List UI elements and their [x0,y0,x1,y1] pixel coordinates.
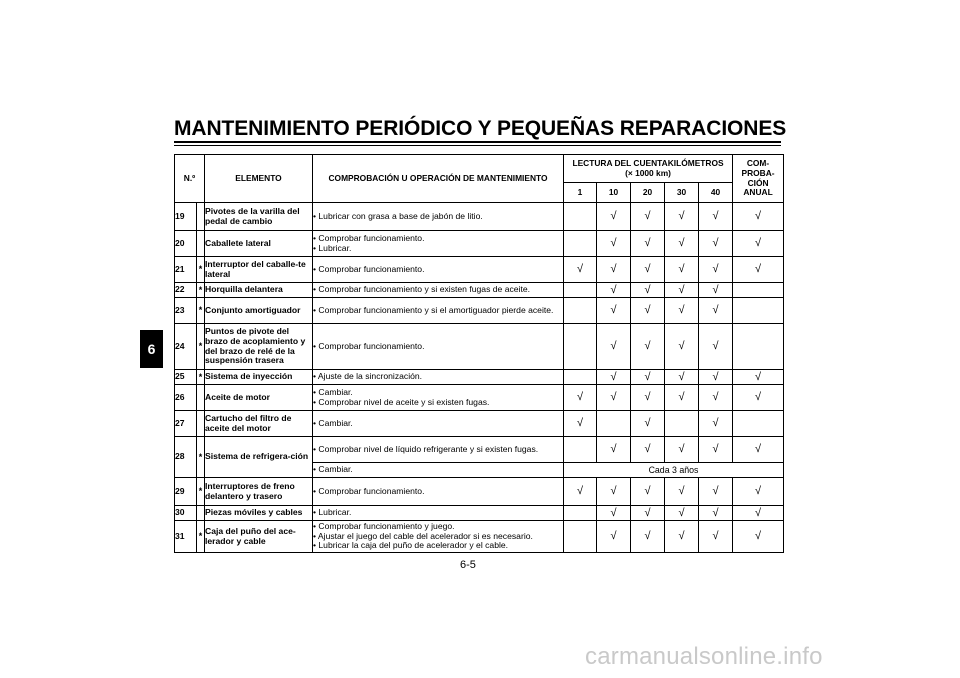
table-row [175,257,784,283]
row-operations [313,231,564,257]
empty-cell [564,324,597,370]
row-element: Aceite de motor [205,385,313,411]
header-odometer [564,155,733,183]
operation-item: • Comprobar funcionamiento y juego. [313,522,563,532]
empty-cell [564,437,597,463]
check-mark: √ [631,437,665,463]
check-mark: √ [597,370,631,385]
check-mark: √ [665,478,699,506]
empty-cell [564,521,597,553]
check-mark: √ [733,506,784,521]
row-star-marker [197,411,205,437]
row-number: 30 [175,506,197,521]
row-element: Conjunto amortiguador [205,298,313,324]
check-mark: √ [665,324,699,370]
check-mark: √ [665,521,699,553]
check-mark: √ [631,385,665,411]
operation-item: • Comprobar funcionamiento y si el amortiguador pierde aceite. [313,306,563,316]
row-element: Cartucho del filtro de aceite del motor [205,411,313,437]
operation-item: • Lubricar. [313,508,563,518]
check-mark: √ [665,231,699,257]
check-mark: √ [665,385,699,411]
operation-item: • Comprobar nivel de aceite y si existen fugas. [313,398,563,408]
check-mark: √ [699,521,733,553]
check-mark: √ [733,231,784,257]
row-operations [313,324,564,370]
row-element: Caballete lateral [205,231,313,257]
watermark: carmanualsonline.info [585,643,823,670]
table-row [175,203,784,231]
row-star-marker: * [197,478,205,506]
row-operations [313,370,564,385]
row-number: 23 [175,298,197,324]
maintenance-table [174,154,784,553]
header-interval: 1 [564,183,597,203]
table-row [175,298,784,324]
check-mark: √ [733,257,784,283]
check-mark: √ [564,478,597,506]
empty-cell [564,506,597,521]
row-star-marker: * [197,298,205,324]
check-mark: √ [631,506,665,521]
row-element: Piezas móviles y cables [205,506,313,521]
operation-item: • Cambiar. [313,388,563,398]
row-element: Interruptores de freno delantero y trasero [205,478,313,506]
check-mark: √ [597,521,631,553]
empty-cell [733,283,784,298]
row-operations [313,411,564,437]
check-mark: √ [733,370,784,385]
row-element: Puntos de pivote del brazo de acoplamiento y del brazo de relé de la suspensión trasera [205,324,313,370]
check-mark: √ [733,437,784,463]
empty-cell [564,370,597,385]
row-star-marker: * [197,324,205,370]
operation-item: • Comprobar funcionamiento. [313,342,563,352]
check-mark: √ [665,257,699,283]
row-star-marker: * [197,283,205,298]
row-operations [313,203,564,231]
row-number: 24 [175,324,197,370]
check-mark: √ [699,257,733,283]
check-mark: √ [665,283,699,298]
header-interval: 30 [665,183,699,203]
check-mark: √ [699,506,733,521]
interval-span: Cada 3 años [564,463,784,478]
table-row [175,437,784,463]
row-operations [313,257,564,283]
check-mark: √ [733,385,784,411]
check-mark: √ [733,521,784,553]
table-row [175,411,784,437]
check-mark: √ [631,411,665,437]
row-star-marker [197,203,205,231]
row-operations [313,283,564,298]
check-mark: √ [631,324,665,370]
check-mark: √ [631,203,665,231]
row-number: 29 [175,478,197,506]
check-mark: √ [564,257,597,283]
page-title: MANTENIMIENTO PERIÓDICO Y PEQUEÑAS REPARACIONES [174,117,787,140]
row-operations [313,478,564,506]
row-star-marker: * [197,437,205,478]
row-star-marker: * [197,521,205,553]
header-interval: 20 [631,183,665,203]
header-odometer-title: LECTURA DEL CUENTAKILÓMETROS [572,157,724,168]
check-mark: √ [699,231,733,257]
check-mark: √ [564,411,597,437]
check-mark: √ [699,298,733,324]
empty-cell [733,298,784,324]
check-mark: √ [631,370,665,385]
check-mark: √ [699,385,733,411]
check-mark: √ [699,203,733,231]
check-mark: √ [597,506,631,521]
operation-item: • Ajustar el juego del cable del acelerador si es necesario. [313,532,563,542]
header-element: ELEMENTO [205,155,313,203]
row-number: 25 [175,370,197,385]
row-operations [313,385,564,411]
row-number: 27 [175,411,197,437]
check-mark: √ [631,257,665,283]
row-operations [313,463,564,478]
check-mark: √ [631,283,665,298]
row-star-marker: * [197,370,205,385]
row-number: 22 [175,283,197,298]
row-element: Sistema de inyección [205,370,313,385]
table-row [175,521,784,553]
operation-item: • Comprobar funcionamiento y si existen fugas de aceite. [313,285,563,295]
title-rule-thin [174,145,781,146]
table-row [175,478,784,506]
row-operations [313,437,564,463]
check-mark: √ [597,437,631,463]
check-mark: √ [665,370,699,385]
header-odometer-unit: (× 1000 km) [625,167,671,178]
row-star-marker [197,385,205,411]
table-row [175,370,784,385]
operation-item: • Comprobar nivel de líquido refrigerante y si existen fugas. [313,445,563,455]
check-mark: √ [699,324,733,370]
check-mark: √ [597,478,631,506]
check-mark: √ [699,437,733,463]
operation-item: • Lubricar con grasa a base de jabón de litio. [313,212,563,222]
table-row [175,324,784,370]
header-num: N.º [175,155,205,203]
row-operations [313,298,564,324]
page-number: 6-5 [460,559,476,571]
check-mark: √ [597,298,631,324]
check-mark: √ [564,385,597,411]
empty-cell [564,203,597,231]
check-mark: √ [597,324,631,370]
empty-cell [564,283,597,298]
check-mark: √ [631,478,665,506]
row-element: Horquilla delantera [205,283,313,298]
row-number: 26 [175,385,197,411]
row-element: Interruptor del caballe-te lateral [205,257,313,283]
row-star-marker [197,506,205,521]
check-mark: √ [597,385,631,411]
check-mark: √ [631,521,665,553]
row-element: Caja del puño del ace-lerador y cable [205,521,313,553]
operation-item: • Comprobar funcionamiento. [313,265,563,275]
header-interval: 10 [597,183,631,203]
operation-item: • Cambiar. [313,419,563,429]
maintenance-rows [175,203,784,553]
title-rule-thick [174,141,781,143]
row-number: 31 [175,521,197,553]
operation-item: • Lubricar. [313,244,563,254]
header-check: COMPROBACIÓN U OPERACIÓN DE MANTENIMIENTO [313,155,564,203]
empty-cell [564,231,597,257]
maintenance-table-container [174,154,784,553]
check-mark: √ [597,231,631,257]
empty-cell [665,411,699,437]
check-mark: √ [733,203,784,231]
check-mark: √ [597,283,631,298]
check-mark: √ [631,231,665,257]
check-mark: √ [733,478,784,506]
check-mark: √ [699,411,733,437]
header-annual: COM-PROBA-CIÓN ANUAL [733,155,784,203]
operation-item: • Comprobar funcionamiento. [313,234,563,244]
check-mark: √ [699,478,733,506]
empty-cell [733,411,784,437]
operation-item: • Lubricar la caja del puño de acelerador y el cable. [313,541,563,551]
operation-item: • Comprobar funcionamiento. [313,487,563,497]
check-mark: √ [631,298,665,324]
empty-cell [733,324,784,370]
operation-item: • Cambiar. [313,465,563,475]
check-mark: √ [597,203,631,231]
operation-item: • Ajuste de la sincronización. [313,372,563,382]
check-mark: √ [665,437,699,463]
table-row [175,506,784,521]
check-mark: √ [699,283,733,298]
check-mark: √ [665,298,699,324]
row-star-marker: * [197,257,205,283]
row-operations [313,521,564,553]
row-element: Pivotes de la varilla del pedal de cambio [205,203,313,231]
row-number: 19 [175,203,197,231]
chapter-tab: 6 [140,330,163,368]
row-number: 20 [175,231,197,257]
check-mark: √ [665,203,699,231]
empty-cell [597,411,631,437]
table-row [175,283,784,298]
row-number: 21 [175,257,197,283]
table-row [175,231,784,257]
row-element: Sistema de refrigera-ción [205,437,313,478]
empty-cell [564,298,597,324]
row-operations [313,506,564,521]
check-mark: √ [597,257,631,283]
table-row [175,385,784,411]
check-mark: √ [699,370,733,385]
row-star-marker [197,231,205,257]
header-interval: 40 [699,183,733,203]
check-mark: √ [665,506,699,521]
row-number: 28 [175,437,197,478]
